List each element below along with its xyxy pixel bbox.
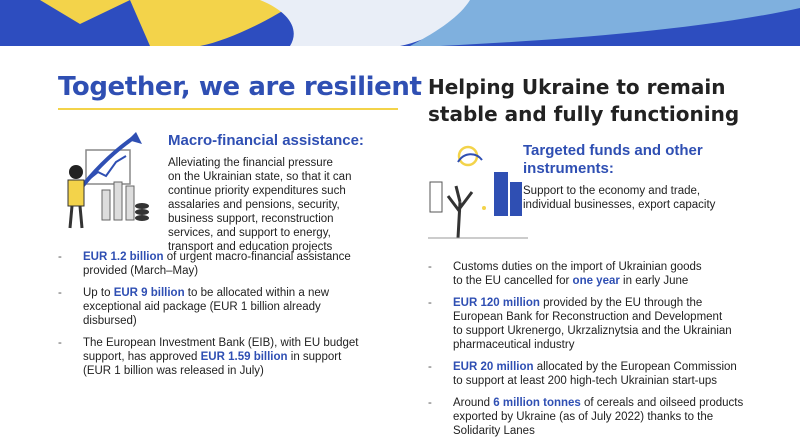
banner-graphic [0,0,800,46]
highlight-figure: 6 million tonnes [493,397,581,409]
heading-underline [58,108,398,110]
body-line: business support, reconstruction [168,213,334,225]
bullet-item [428,396,758,438]
bullet-text: to support Ukrenergo, Ukrzaliznytsia and the Ukrainian [453,325,732,337]
right-column [428,60,758,446]
bullet-text: to support at least 200 high-tech Ukrainian start-ups [453,375,718,387]
bullet-text: to be allocated within a new [184,287,330,299]
bullet-text: in early June [619,275,689,287]
body-line: Alleviating the financial pressure [168,157,333,169]
macro-financial-section [58,132,403,253]
body-line: assalaries and pensions, security, [168,199,340,211]
body-line: Support to the economy and trade, [523,185,701,197]
heading-line: Helping Ukraine to remain [428,75,726,99]
highlight-figure: EUR 20 million [453,361,534,373]
body-line: continue priority expenditures such [168,185,346,197]
bullet-item [428,260,758,288]
body-line: on the Ukrainian state, so that it can [168,171,352,183]
bullet-text: Up to [83,287,114,299]
bullet-item [58,336,403,378]
title-line: instruments: [523,160,614,177]
city-tree-icon [428,142,528,242]
highlight-figure: EUR 9 billion [113,287,185,299]
bullet-item [58,250,403,278]
section-title: Macro-financial assistance: [168,132,364,149]
bullet-text: exported by Ukraine (as of July 2022) thanks to the [453,411,714,423]
chart-growth-icon [58,132,158,232]
targeted-funds-section [428,142,758,260]
highlight-figure: EUR 1.2 billion [83,251,164,263]
highlight-figure: EUR 120 million [453,297,540,309]
bullet-text: provided by the EU through the [539,297,703,309]
heading-line: stable and fully functioning [428,102,740,126]
left-heading: Together, we are resilient [58,72,422,102]
bullet-text: provided (March–May) [83,265,199,277]
highlight-figure: EUR 1.59 billion [200,351,288,363]
bullet-text: The European Investment Bank (EIB), with EU budget [83,337,359,349]
highlight-figure: one year [572,275,620,287]
title-line: Targeted funds and other [523,142,703,159]
section-body [523,184,715,212]
bullet-text: pharmaceutical industry [453,339,575,351]
bullet-text: (EUR 1 billion was released in July) [83,365,264,377]
header-banner [0,0,800,46]
bullet-text: disbursed) [83,315,137,327]
bullet-text: support, has approved [83,351,201,363]
bullet-text: of urgent macro-financial assistance [163,251,351,263]
section-body [168,156,364,254]
bullet-text: in support [287,351,342,363]
bullet-text: European Bank for Reconstruction and Development [453,311,723,323]
body-line: individual businesses, export capacity [523,199,716,211]
body-line: transport and education projects [168,241,333,253]
left-column [58,60,422,386]
section-text [168,132,364,254]
bullet-item [428,360,758,388]
right-bullet-list [428,260,758,438]
section-title [523,142,715,178]
body-line: services, and support to energy, [168,227,331,239]
bullet-item [58,286,403,328]
bullet-text: Around [453,397,494,409]
bullet-text: of cereals and oilseed products [580,397,744,409]
bullet-text: allocated by the European Commission [533,361,737,373]
bullet-text: Solidarity Lanes [453,425,535,437]
section-text [523,142,715,212]
bullet-item [428,296,758,352]
bullet-text: Customs duties on the import of Ukrainian goods [453,261,702,273]
right-heading [428,74,758,128]
bullet-text: to the EU cancelled for [453,275,573,287]
bullet-text: exceptional aid package (EUR 1 billion already [83,301,321,313]
left-bullet-list [58,250,403,378]
